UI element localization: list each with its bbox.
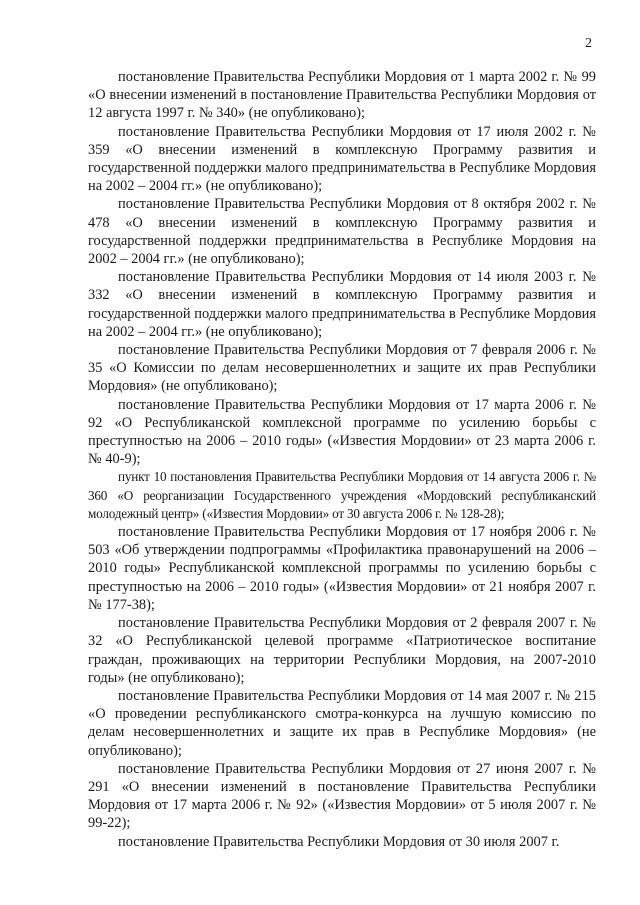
list-item: постановление Правительства Республики Мордовия от 2 февраля 2007 г. № 32 «О Республиканской целевой программе «Патриотическое воспитание граждан, проживающих на территории Республики Мордовия, на 2007-2010 годы» (не опубликовано); bbox=[88, 615, 596, 686]
list-item: постановление Правительства Республики Мордовия от 17 июля 2002 г. № 359 «О внесении изменений в комплексную Программу развития и государственной поддержки малого предпринимательства в Республике Мордовия на 2002 – 2004 гг.» (не опубликовано); bbox=[88, 123, 596, 195]
list-item: постановление Правительства Республики Мордовия от 30 июля 2007 г. bbox=[118, 833, 560, 850]
document-body bbox=[88, 68, 596, 851]
page-number: 2 bbox=[585, 36, 592, 51]
list-item: постановление Правительства Республики Мордовия от 17 марта 2006 г. № 92 «О Республиканской комплексной программе по усилению борьбы с преступностью на 2006 – 2010 годы» («Известия Мордовии» от 23 марта 2006 г. № 40-9); bbox=[88, 396, 596, 468]
list-item: постановление Правительства Республики Мордовия от 7 февраля 2006 г. № 35 «О Комиссии по делам несовершеннолетних и защите их прав Республики Мордовия» (не опубликовано); bbox=[88, 342, 596, 395]
list-item: постановление Правительства Республики Мордовия от 27 июня 2007 г. № 291 «О внесении изменений в постановление Правительства Республики Мордовия от 17 марта 2006 г. № 92» («Известия Мордовии» от 5 июля 2007 г. № 99-22); bbox=[88, 760, 596, 832]
list-item: постановление Правительства Республики Мордовия от 1 марта 2002 г. № 99 «О внесении изменений в постановление Правительства Республики Мордовия от 12 августа 1997 г. № 340» (не опубликовано); bbox=[88, 69, 596, 122]
list-item: постановление Правительства Республики Мордовия от 14 мая 2007 г. № 215 «О проведении республиканского смотра-конкурса на лучшую комиссию по делам несовершеннолетних и защите их прав в Республике Мордовия» (не опубликовано); bbox=[88, 687, 596, 759]
list-item: постановление Правительства Республики Мордовия от 17 ноября 2006 г. № 503 «Об утверждении подпрограммы «Профилактика правонарушений на 2006 – 2010 годы» Республиканской комплексной программы по усилению борьбы с преступностью на 2006 – 2010 годы» («Известия Мордовии» от 21 ноября 2007 г. № 177-38); bbox=[88, 524, 596, 613]
list-item: постановление Правительства Республики Мордовия от 8 октября 2002 г. № 478 «О внесении изменений в комплексную Программу развития и государственной поддержки предпринимательства в Республике Мордовия на 2002 – 2004 гг.» (не опубликовано); bbox=[88, 196, 596, 268]
list-item: пункт 10 постановления Правительства Республики Мордовия от 14 августа 2006 г. № 360 «О реорганизации Государственного учреждения «Мордовский республиканский молодежный центр» («Известия Мордовии» от 30 августа 2006 г. № 128-28); bbox=[88, 469, 596, 521]
list-item: постановление Правительства Республики Мордовия от 14 июля 2003 г. № 332 «О внесении изменений в комплексную Программу развития и государственной поддержки малого предпринимательства в Республике Мордовия на 2002 – 2004 гг.» (не опубликовано); bbox=[88, 269, 596, 340]
